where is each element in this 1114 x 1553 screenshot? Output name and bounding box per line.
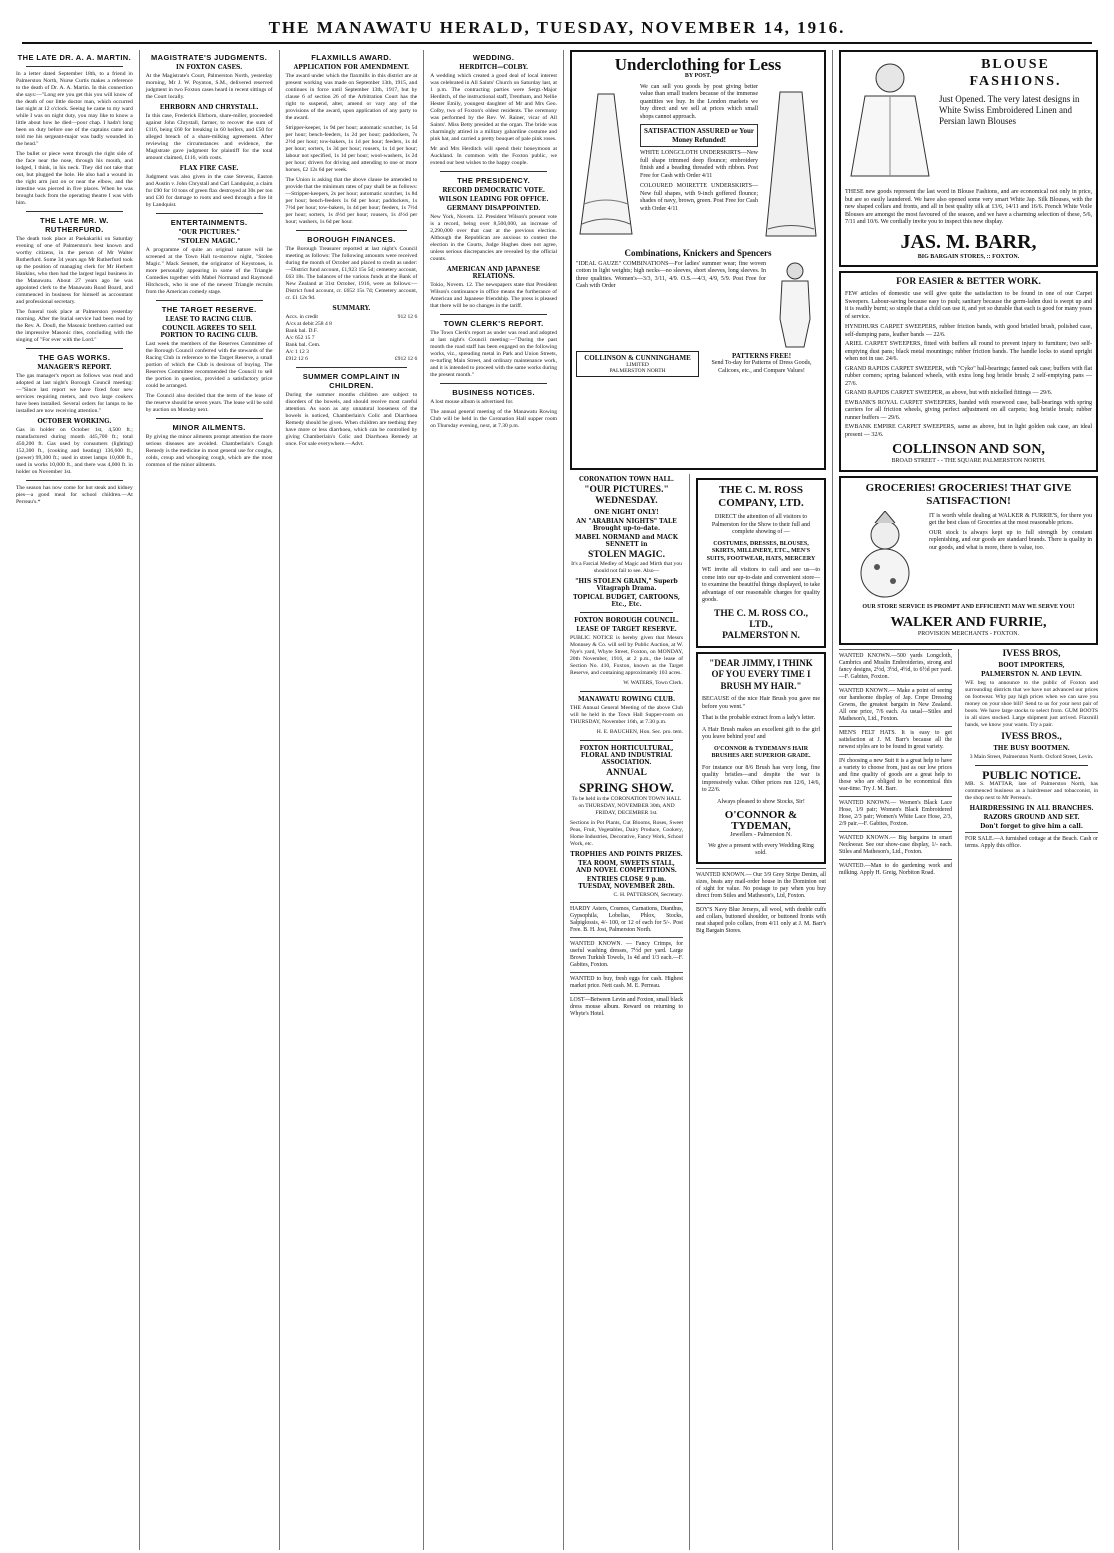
subheading: LEASE TO RACING CLUB. bbox=[165, 316, 253, 323]
headline: THE LATE DR. A. A. MARTIN. bbox=[17, 53, 132, 62]
notice-text: TOPICAL BUDGET, CARTOONS, Etc., Etc. bbox=[573, 594, 680, 608]
article-text: The Union is asking that the above clause be amended to provide that the minimum rates of pay shall be as follows:—Stripper-keepers, 2s per hour; automatic scutcher, 1s 8d per hour; bench-feeders 1s 6d per hour; paddockers, 1s 7½d per hour; tow-bakers, 1s 4d per hour; feeders, 1s 7½d per hour; sorters, 1s 4½d per hour; rousers, 1s 4½d per hour; washers, 1s 6d per hour. bbox=[285, 177, 418, 225]
ad-signature: WALKER AND FURRIE, bbox=[890, 615, 1047, 630]
notice-heading: CORONATION TOWN HALL. bbox=[579, 476, 674, 483]
ad-subtitle: Don't forget to give him a call. bbox=[980, 822, 1083, 830]
ad-title: "OUR PICTURES." bbox=[584, 485, 669, 495]
notice-heading: FOXTON BOROUGH COUNCIL. bbox=[574, 617, 679, 624]
subheading: APPLICATION FOR AMENDMENT. bbox=[293, 64, 410, 71]
headline: WEDDING. bbox=[472, 53, 515, 62]
ad-title: SPRING SHOW. bbox=[579, 780, 674, 795]
ad-title: WEDNESDAY. bbox=[595, 496, 658, 506]
article-text: A wedding which created a good deal of local interest was celebrated in All Saints' Church on Saturday last, at 1 p.m. The contracting parties were Sergt.-Major Herditch, of the instructional staff, Trentham, and Nellie Hester Emily, youngest daughter of Mr and Mrs Geo. Colby, two of Foxton's oldest residents. The ceremony was performed by the Rev. W. Rainer, vicar of All Saints'. Miss Betty presided at the organ. The bride was charmingly attired in a military gabardine costume and pink hat, and carried a pretty bouquet of pale pink roses. bbox=[430, 73, 557, 142]
ad-signature: Jewellers - Palmerston N. bbox=[730, 832, 792, 838]
ad-subtitle: PALMERSTON N. AND LEVIN. bbox=[981, 670, 1082, 678]
divider bbox=[580, 740, 673, 741]
ad-title: BLOUSE bbox=[981, 57, 1050, 72]
ad-text: EWBANK'S ROYAL CARPET SWEEPERS, banded with rosewood case, ball-bearings with spring carriers for all friction wheels, giving perfect adjustment on all carpets; hog bristle brush; rubber runner buffers — 29/6. bbox=[845, 399, 1092, 421]
columns-5-6-lower bbox=[564, 474, 832, 1550]
ad-subtitle: BY POST. bbox=[684, 73, 712, 79]
ad-row bbox=[576, 84, 820, 244]
headline: THE TARGET RESERVE. bbox=[161, 305, 257, 314]
ad-signature: JAS. M. BARR, bbox=[900, 230, 1037, 253]
ad-text: COLOURED MOIRETTE UNDERSKIRTS—New full shapes, with 9-inch goffered flounce; shades of navy, brown, green. Post Free for Cash with Order 4/11 bbox=[640, 183, 758, 212]
ad-subtitle: RAZORS GROUND AND SET. bbox=[983, 813, 1080, 821]
ad-title: IVESS BROS, bbox=[1002, 648, 1061, 659]
article-text: In this case, Frederick Ehrborn, share-miller, proceeded against John Chrystall, farmer, to recover the sum of £116, being £60 for breaking in 60 heifers, and £50 for alleged breach of a share-milking agreement. After reviewing the circumstances and evidence, the Magistrate gave judgment for plaintiff for the total amount claimed, £116, with costs. bbox=[145, 113, 273, 161]
divider bbox=[26, 348, 123, 349]
divider bbox=[156, 418, 263, 419]
ad-text: WE beg to announce to the public of Foxton and surrounding districts that we have not advanced our prices on footwear. Why pay high prices when we can save you money on your shoe bill? Send to us for your next pair of boots. We have large stocks to select from. GUM BOOTS in all sizes stocked. Large shipment just arrived. Flaxmill hands, we know your wants. Try a pair. bbox=[965, 679, 1098, 728]
ad-text: HYNDHURS CARPET SWEEPERS, rubber friction bands, with good bristled brush, polished case, self-dumping pans, leather bands — 22/6. bbox=[845, 324, 1092, 338]
headline: THE LATE MR. W. RUTHERFURD. bbox=[39, 216, 109, 234]
divider bbox=[156, 300, 263, 301]
ad-footer bbox=[576, 351, 820, 377]
classified-ad: WANTED KNOWN. — Fancy Crimps, for useful washing dresses, 7½d per yard. Large Brown Turkish Towels, 1s 4d and 1/3 each.—F. Gabites, Foxton. bbox=[570, 937, 683, 972]
article-text: The funeral took place at Palmerston yesterday morning. After the burial service had been read by the Rev. A. Doull, the Masonic brethren carried out the impressive Masonic rites, concluding with the singing of "For ever with the Lord." bbox=[16, 309, 133, 343]
ad-subtitle: HAIRDRESSING IN ALL BRANCHES. bbox=[969, 804, 1094, 812]
ad-text: WE invite all visitors to call and see us—to come into our up-to-date and convenient store—to examine the beautiful things displayed, to take advantage of our reasonable charges for quality goods. bbox=[702, 567, 820, 603]
subheading: RECORD DEMOCRATIC VOTE. bbox=[442, 187, 545, 194]
ad-text: EWBANK EMPIRE CARPET SWEEPERS, same as above, but in light golden oak case, an ideal present — 32/6. bbox=[845, 424, 1092, 438]
summary-row: Bank bal. D.F. bbox=[285, 328, 318, 334]
classified-ad: HARDY Asters, Cosmos, Carnations, Dianthus, Gypsophila, Lobelias, Phlox, Stocks, Salpiglossis, 4/- 100, or 12 of each for 5/-. Post Free. B. H. Jost, Palmerston North. bbox=[570, 902, 683, 937]
notice-heading: MANAWATU ROWING CLUB. bbox=[577, 696, 676, 703]
article-text: A lost mouse album is advertised for. bbox=[430, 399, 514, 405]
notice-text: AN "ARABIAN NIGHTS" TALE Brought up-to-date. bbox=[576, 518, 677, 532]
divider bbox=[26, 211, 123, 212]
article-text: In a letter dated September 18th, to a friend in Palmerston North, Nurse Curtis makes a reference to the death of Dr. A. A. Martin. In this connection she says:—"Long ere you get this you will know of the death of our little doctor man, which occurred last night at 12 o'clock. Seeing he came to my ward while I was on night duty, you may like to know a little about how he died—poor chap. I hadn't long been on duty before one of the captains came and told me his sergeant-major was badly wounded in the head." bbox=[16, 71, 133, 147]
ad-text: GRAND RAPIDS CARPET SWEEPER, as above, but with nickelled fittings — 29/6. bbox=[845, 390, 1053, 396]
column-7 bbox=[833, 649, 959, 1551]
classified-ad: WANTED KNOWN.— Make a point of seeing our handsome display of Jap. Crepe Dressing Gowns, the greatest bargain in New Zealand. All one price, 7/6 each. As usual—Stiles and Matheson's, Ltd., Foxton. bbox=[839, 684, 952, 726]
ad-text: ARIEL CARPET SWEEPERS, fitted with buffers all round to prevent injury to furniture; two self-emptying dust pans; black metal mountings; rubber friction bands. The handle locks to stand upright when not in use. 24/6. bbox=[845, 341, 1092, 362]
headline: MINOR AILMENTS. bbox=[172, 423, 246, 432]
columns bbox=[10, 50, 1104, 1550]
article-text: Judgment was also given in the case Stevens, Easton and Austin v. John Chrystall and Carl Landquist, a claim for £90 for 10 tons of green flax destroyed at 30s per ton and £30 for damage to roots and seed through a fire lit by Landquist. bbox=[145, 174, 273, 208]
ad-title: ANNUAL bbox=[606, 768, 647, 778]
column-3 bbox=[280, 50, 425, 1550]
article-text: The gas manager's report as follows was read and adopted at last night's Borough Council meeting:—"Since last report we have fixed four new services requiring meters, and two large cookers have been installed. Several orders for lamps to be installed are now receiving attention." bbox=[16, 373, 133, 414]
patterns-free: PATTERNS FREE! Send To-day for Patterns of Dress Goods, Calicoes, etc., and Compare Values! bbox=[711, 352, 812, 374]
subheading: HERDITCH—COLBY. bbox=[459, 64, 529, 71]
ad-signature: PALMERSTON N. bbox=[722, 630, 800, 641]
notice-signature: C. H. PATTERSON, Secretary. bbox=[613, 892, 683, 898]
article-text: At the Magistrate's Court, Palmerston North, yesterday morning, Mr J. W. Poynton, S.M., delivered reserved judgment in two Foxton cases heard in recent sittings of the Court locally. bbox=[145, 73, 273, 100]
headline: ENTERTAINMENTS. bbox=[170, 218, 248, 227]
ad-signature: COLLINSON AND SON, bbox=[892, 442, 1045, 457]
ad-text: "IDEAL GAUZE" COMBINATIONS—For ladies' summer wear; fine woven cotton in light weights; high necks—no sleeves, short sleeves, long sleeves. In three qualities. Women's—3/3, 3/11, 4/9. O.S.—4/3, 4/9, 5/9. Post Free for Cash with Order bbox=[576, 260, 766, 289]
ad-title: IVESS BROS., bbox=[1001, 731, 1062, 742]
notice-text: TEA ROOM, SWEETS STALL, AND NOVEL COMPETITIONS. bbox=[576, 860, 677, 874]
ad-title: Underclothing for Less bbox=[614, 55, 782, 74]
headline: FLAXMILLS AWARD. bbox=[311, 53, 392, 62]
divider bbox=[580, 612, 673, 613]
classified-ad: WANTED KNOWN.— Our 3/9 Grey Stripe Denim, all sizes, beats any mail-order house in the Dominion out of sight for value. No postage to pay when you buy direct from Stiles and Matheson's, Ltd, Foxton. bbox=[696, 868, 826, 903]
subheading: SUMMARY. bbox=[332, 305, 371, 312]
ad-text: WHITE LONGCLOTH UNDERSKIRTS—New full shape trimmed deep flounce; embroidery finish and a beading threaded with ribbon. Post Free for Cash with Order 4/11 bbox=[640, 150, 758, 179]
ad-text: THESE new goods represent the last word in Blouse Fashions, and are economical not only in price, but are so easily laundered. We have also opened some very smart White Jap. Silk Blouses, with the new shaped collars and fronts, and all in best quality silk at 13/6, 14/11 and 16/6. French White Voile Blouses are amongst the most favoured of the season, and we have a charming selection of these, 5/6, 7/11 and 10/6. We cordially invite you to inspect this new display. bbox=[845, 189, 1092, 225]
summary-row: A/cs at debit 258 4 8 bbox=[285, 321, 332, 327]
summary-table bbox=[286, 314, 418, 363]
divider bbox=[296, 367, 408, 368]
blouse-illustration bbox=[845, 56, 935, 186]
divider bbox=[26, 66, 123, 67]
classified-ad: IN choosing a new Suit it is a great help to have a variety to choose from, just as our low prices and fine quality of goods are a great help to those who are obliged to be economical this war-time. Try J. M. Barr. bbox=[839, 754, 952, 796]
ad-subtitle: BOOT IMPORTERS, bbox=[998, 661, 1065, 669]
notice-text: It's a Farcial Medley of Magic and Mirth that you should not fail to see. Also— bbox=[571, 561, 682, 574]
summary-row: £912 12 6 £912 12 6 bbox=[285, 356, 418, 362]
article-text: During the summer months children are subject to disorders of the bowels, and should receive most careful attention. As soon as any unnatural looseness of the bowels is noticed, Chamberlain's Colic and Diarrhoea Remedy should be given. When children are teething they have more or less diarrhoea, which can be controlled by giving Chamberlain's Colic and Diarrhoea Remedy at once. For sale everywhere.—Advt. bbox=[285, 392, 418, 447]
classified-ad: BOY'S Navy Blue Jerseys, all wool, with double cuffs and collars, buttoned shoulder, or buttoned fronts with neat shaped polo collars, from 4/11 only at J. M. Barr's Big Bargain Stores. bbox=[696, 903, 826, 938]
notice-text: ENTRIES CLOSE 9 p.m. TUESDAY, NOVEMBER 28th. bbox=[578, 876, 675, 890]
classified-ad: WANTED KNOWN.— Big bargains in smart Neckwear. See our show-case display, 1/- each. Stiles and Matheson's, Ltd., Foxton. bbox=[839, 831, 952, 859]
divider bbox=[440, 171, 547, 172]
subheading: OCTOBER WORKING. bbox=[37, 418, 112, 425]
blouse-ad bbox=[839, 50, 1098, 267]
ad-text: BECAUSE of the nice Hair Brush you gave me before you went." bbox=[702, 696, 820, 710]
ad-copy bbox=[929, 511, 1092, 601]
subheading: AMERICAN AND JAPANESE RELATIONS. bbox=[446, 266, 541, 280]
article-text: The annual general meeting of the Manawatu Rowing Club will be held in the Coronation Hall supper room on Thursday evening, next, at 7.30 p.m. bbox=[430, 409, 557, 429]
ad-text: FEW articles of domestic use will give quite the satisfaction to be found in one of our Carpet Sweepers. Labour-saving because easy to push; sanitary because the germ-laden dust is swept up and it is readily burnt; so simple that a child can use it, and yet so durable that each is good for many years of service. bbox=[845, 291, 1092, 320]
divider bbox=[975, 765, 1088, 766]
column-6 bbox=[690, 474, 832, 1550]
article-text: Last week the members of the Reserves Committee of the Borough Council conferred with the stewards of the Racing Club in reference to the Target Reserve, a small portion of which the Club is desirous of buying. The Reserves Committee recommended the Council to sell the portion in question, provided a satisfactory price could be arranged. bbox=[145, 341, 273, 389]
ad-row bbox=[845, 511, 1092, 601]
columns-5-6 bbox=[564, 50, 833, 1550]
ad-text: We give a present with every Wedding Ring sold. bbox=[708, 842, 814, 856]
notice-text: Sections in Pot Plants, Cut Blooms, Roses, Sweet Peas, Fruit, Vegetables, Dairy Produce, Cookery, Home Industries, Decorative, Fancy Work, School Work, etc. bbox=[570, 820, 683, 847]
classified-ad: WANTED KNOWN.— Women's Black Lace Hose, 1/9 pair; Women's Black Embroidered Hose, 2/3 pair; Women's White Lace Hose, 2/3, 2/9 pair.—F. Gabites, Foxton. bbox=[839, 796, 952, 831]
notice-text: PUBLIC NOTICE is hereby given that Messrs Monnsey & Co. will sell by Public Auction, at W. Nye's yard, Whyte Street, Foxton, on MONDAY, 20th November, 1916, at 2 p.m., the lease of Section No. 410, Foxton, known as the Target Reserve, and containing approximately 103 acres. bbox=[570, 635, 683, 676]
hair-brush-ad bbox=[696, 652, 826, 864]
combination-illustration bbox=[770, 259, 820, 349]
divider bbox=[26, 480, 123, 481]
ad-signature: THE C. M. ROSS CO., LTD., bbox=[714, 608, 808, 630]
ad-row bbox=[576, 259, 820, 349]
classified-ad: MEN'S FELT HATS. It is easy to get satisfaction at J. M. Barr's because all the newest styles are to be found in great variety. bbox=[839, 726, 952, 754]
notice-signature: H. E. BAUCHEN, Hon. Sec. pro. tem. bbox=[596, 729, 683, 735]
headline: THE PRESIDENCY. bbox=[457, 176, 531, 185]
article-text: Gas in holder on October 1st, 4,500 ft.; manufactured during month 445,700 ft.; total 450,200 ft. Gas used by consumers (lighting) 152,300 ft., (cooking and heating) 136,600 ft., (power) 99,300 ft.; used in street lamps 10,000 ft., used in works 10,000 ft., and there was 4,000 ft. in holder on November 1st. bbox=[16, 427, 133, 475]
headline: SUMMER COMPLAINT IN CHILDREN. bbox=[302, 372, 400, 390]
clown-illustration bbox=[845, 511, 925, 601]
article-text: The Town Clerk's report as under was read and adopted at last night's Council meeting:—"During the past month the road staff has been engaged on the following works, viz., spreading metal in Park and Union Streets, re-turfing Main Street, and ordinary maintenance work, and it is intended to proceed with the same works during the present month." bbox=[430, 330, 558, 378]
summary-row: A/c 652 15 7 bbox=[285, 335, 315, 341]
column-2 bbox=[140, 50, 280, 1550]
subheading: GERMANY DISAPPOINTED. bbox=[446, 205, 541, 212]
classified-ad: WANTED KNOWN.—500 yards Longcloth, Cambrics and Muslin Embroideries, strong and fancy designs, 2½d, 3½d, 4½d, to 6½d per yard.—F. Gabites, Foxton. bbox=[839, 649, 952, 684]
notice-text: ONE NIGHT ONLY! bbox=[594, 509, 659, 516]
article-text: New York, Novem. 12. President Wilson's present vote is a record, being over 8,500,000, an increase of 2,290,000 over that cast at the previous election. Although the Republican are anxious to contest the election in the Courts, Judge Hughes does not agree, unless serious discrepancies are revealed by the official counts. bbox=[430, 214, 557, 262]
subheading: WILSON LEADING FOR OFFICE. bbox=[438, 196, 549, 203]
ross-ad bbox=[696, 478, 826, 648]
ad-guarantee: SATISFACTION ASSURED or Your Money Refunded! bbox=[640, 124, 758, 147]
subheading: "STOLEN MAGIC." bbox=[177, 238, 241, 245]
ad-text: IT is worth while dealing at WALKER & FURRIE'S, for there you get the best class of Groceries at the most reasonable prices. bbox=[929, 512, 1092, 526]
divider bbox=[440, 383, 547, 384]
notice-text: MABEL NORMAND and MACK SENNETT in bbox=[575, 534, 678, 548]
ad-copy bbox=[640, 84, 758, 244]
article-text: The season has now come for hot steak and kidney pies—a good meal for school children.—At Perreau's.* bbox=[16, 485, 133, 505]
ad-text: A Hair Brush makes an excellent gift to the girl you leave behind you! and bbox=[702, 726, 820, 740]
classified-ad: LOST—Between Levin and Foxton, small black dress mouse album. Reward on returning to Whyte's Hotel. bbox=[570, 993, 683, 1021]
ad-title: FASHIONS. bbox=[969, 74, 1062, 89]
subheading: FLAX FIRE CASE. bbox=[179, 165, 239, 172]
subheading: COUNCIL AGREES TO SELL PORTION TO RACING CLUB. bbox=[160, 325, 258, 339]
notice-heading: FOXTON HORTICULTURAL, FLORAL AND INDUSTRIAL ASSOCIATION. bbox=[579, 745, 674, 766]
ad-title: STOLEN MAGIC. bbox=[588, 550, 665, 560]
column-8 bbox=[959, 649, 1104, 1551]
slip-illustration bbox=[762, 84, 820, 244]
ad-text: COSTUMES, DRESSES, BLOUSES, SKIRTS, MILLINERY, ETC., MEN'S SUITS, FOOTWEAR, HATS, MERCERY bbox=[706, 540, 816, 562]
ad-row bbox=[845, 56, 1092, 186]
ad-text: For instance our 8/6 Brush has very long, fine quality bristles—and despite the war is impressively value. Other prices run 12/6, 14/6, to 22/6. bbox=[702, 764, 820, 793]
ad-text: OUR stock is always kept up to full strength by constant replenishing, and our goods are standard brands. There is quality in our goods, and what is more, there is value, too. bbox=[929, 529, 1092, 551]
column-1 bbox=[10, 50, 140, 1550]
article-text: The Council also decided that the term of the lease of the reserve should be seven years. The lease will be sold by auction on Monday next. bbox=[145, 393, 273, 413]
headline: THE GAS WORKS. bbox=[38, 353, 111, 362]
ad-signature: O'CONNOR & TYDEMAN, bbox=[724, 809, 798, 832]
notice-signature: W. WATERS, Town Clerk. bbox=[623, 680, 683, 686]
subheading: IN FOXTON CASES. bbox=[176, 64, 243, 71]
ad-text: Just Opened. The very latest designs in White Swiss Embroidered Linen and Persian lawn Blouses bbox=[939, 94, 1080, 126]
subheading: MANAGER'S REPORT. bbox=[37, 364, 112, 371]
underclothing-ad bbox=[570, 50, 826, 470]
headline: MAGISTRATE'S JUDGMENTS. bbox=[151, 53, 268, 62]
article-text: Tokio, Novem. 12. The newspapers state that President Wilson's continuance in office means the furtherance of American and Japanese friendship. The press is pleased that there will be no changes in the tariff. bbox=[430, 282, 557, 309]
ad-heading: Combinations, Knickers and Spencers bbox=[624, 247, 772, 258]
subheading: "OUR PICTURES." bbox=[178, 229, 240, 236]
ad-title: PUBLIC NOTICE. bbox=[982, 767, 1081, 782]
masthead: THE MANAWATU HERALD, TUESDAY, NOVEMBER 14, 1916. bbox=[22, 18, 1092, 44]
column-4 bbox=[424, 50, 564, 1550]
column-5 bbox=[564, 474, 690, 1550]
headline: TOWN CLERK'S REPORT. bbox=[443, 319, 544, 328]
article-text: The bullet or piece went through the right side of the face near the nose, through his mouth, and lodged, I think, in his neck. They did not take that out, but plugged the hole. He also had a wound in the right arm just on or near the elbow, and the intestine was pierced in five places. When he was brought back from the operating theatre I was with him. bbox=[16, 151, 133, 206]
article-text: Mr and Mrs Herditch will spend their honeymoon at Auckland. In common with the Foxton public, we extend our best wishes to the happy couple. bbox=[430, 146, 557, 166]
subheading: EHRBORN AND CHRYSTALL. bbox=[159, 104, 259, 111]
ad-title: "DEAR JIMMY, I THINK OF YOU EVERY TIME I BRUSH MY HAIR." bbox=[709, 657, 813, 691]
divider bbox=[296, 230, 408, 231]
article-text: The death took place at Paekakariki on Saturday evening of one of Palmerston's best known and worthy citizens, in the person of Mr Walter Rutherfurd. Some 34 years ago Mr Rutherfurd took up the position of managing clerk for Mr Herbert Hankins, who then had the largest legal business in the Manawatu. About 27 years ago he was appointed clerk to the Manawatu Road Board, and commenced in business for himself as accountant and professional secretary. bbox=[16, 236, 133, 305]
ad-text: We can sell you goods by post giving better value than small traders because of the immense quantities we buy. In the London markets we buy direct and we sell at prices which small shops cannot approach. bbox=[640, 83, 758, 120]
article-text: The Borough Treasurer reported at last night's Council meeting as follows: The following amounts were received during the month of October and placed to credit as under:—District fund account, £1,923 15s 5d; cemetery account, £63 18s. The balances of the various funds at the Bank of New Zealand at 31st October, 1916, were as follows:—District fund account, cr. £652 15s 7d; Cemetery account, cr. £1 12s 9d. bbox=[285, 246, 418, 301]
notice-text: TROPHIES AND POINTS PRIZES. bbox=[570, 851, 683, 858]
ad-copy bbox=[939, 56, 1092, 186]
ad-title: THE C. M. ROSS COMPANY, LTD. bbox=[718, 484, 804, 509]
ad-title: FOR EASIER & BETTER WORK. bbox=[896, 277, 1041, 287]
ad-subtitle: THE BUSY BOOTMEN. bbox=[993, 744, 1070, 752]
headline: BOROUGH FINANCES. bbox=[307, 235, 396, 244]
ad-text: DIRECT the attention of all visitors to Palmerston for the Show to their full and complete showing of — bbox=[711, 514, 811, 535]
classified-ad: FOR SALE.—A furnished cottage at the Beach. Cash or terms. Apply this office. bbox=[965, 832, 1098, 853]
ad-title: GROCERIES! GROCERIES! THAT GIVE SATISFACTION! bbox=[865, 481, 1072, 507]
summary-row: Bank bal. Cem. bbox=[285, 342, 321, 348]
divider bbox=[156, 213, 263, 214]
columns-7-8 bbox=[833, 50, 1104, 1550]
ad-text: O'CONNOR & TYDEMAN'S HAIR BRUSHES ARE SUPERIOR GRADE. bbox=[711, 745, 811, 759]
notice-text: "HIS STOLEN GRAIN," Superb Vitagraph Drama. bbox=[575, 578, 678, 592]
petticoat-illustration bbox=[576, 84, 636, 244]
ad-text: 3 Main Street, Palmerston North. Oxford Street, Levin. bbox=[969, 753, 1094, 760]
divider bbox=[440, 314, 547, 315]
summary-row: A/c 1 12 3 bbox=[285, 349, 309, 355]
columns-7-8-lower bbox=[833, 649, 1104, 1551]
ad-signature: BROAD STREET - - THE SQUARE PALMERSTON NORTH. bbox=[891, 458, 1046, 464]
ad-signature: PROVISION MERCHANTS - FOXTON. bbox=[917, 631, 1020, 637]
notice-heading: LEASE OF TARGET RESERVE. bbox=[576, 626, 677, 633]
article-text: A programme of quite an original nature will be screened at the Town Hall to-morrow night, "Stolen Magic." Mack Sennett, the originator of Keystones, is more personally appearing in some of the Triangle Comedies together with Mabel Normand and Raymond Hitchcock, who is one of the newest Triangle recruits from the American comedy stage. bbox=[145, 247, 273, 295]
ad-text: GRAND RAPIDS CARPET SWEEPER, with "Cyko" ball-bearings; fanned oak case; buffers with flat rubber corners; spring balanced wheels, with extra long hog bristle brush; 2 self-emptying pans — 27/6. bbox=[845, 365, 1092, 387]
notice-text: THE Annual General Meeting of the above Club will be held in the Town Hall Supper-room on THURSDAY, November 16th, at 7.30 p.m. bbox=[570, 705, 683, 725]
ad-text: That is the probable extract from a lady's letter. bbox=[702, 715, 816, 721]
ad-text: Always pleased to show Stocks, Sir! bbox=[717, 798, 805, 805]
divider bbox=[580, 691, 673, 692]
article-text: Stripper-keeper, 1s 9d per hour; automatic scutcher, 1s 5d per hour; bench-feeders, 1s 2d per hour; paddockers, 7s 2½d per hour; tow-bakers, 1s 1d per hour; feeders, 1s 4d per hour; sorters, 1s 3d per hour; rousers, 1s 1d per hour; labour not specified, 1s 1d per hour; wool-washers, 1s 2d per hour; drivers for driving and attending to one or more horses, £2 12s 6d per week. bbox=[285, 125, 418, 173]
headline: BUSINESS NOTICES. bbox=[452, 388, 535, 397]
ad-text: OUR STORE SERVICE IS PROMPT AND EFFICIENT! MAY WE SERVE YOU! bbox=[862, 603, 1075, 610]
summary-row: Accs. in credit 912 12 6 bbox=[285, 314, 418, 320]
company-logo: COLLINSON & CUNNINGHAME LIMITED PALMERSTON NORTH bbox=[576, 351, 699, 377]
ad-signature: BIG BARGAIN STORES, :: FOXTON. bbox=[917, 253, 1020, 260]
ad-text: MR. S. MATTAR, late of Palmerston North, has commenced business as a hairdresser and tobacconist, in the shop next to Mr Perreau's. bbox=[965, 780, 1098, 801]
article-text: By giving the minor ailments prompt attention the more serious diseases are avoided. Chamberlain's Cough Remedy is the medicine in most general use for coughs, colds, croup and whooping cough, which are the most common of the minor ailments. bbox=[145, 434, 273, 468]
carpet-sweeper-ad bbox=[839, 271, 1098, 472]
groceries-ad bbox=[839, 476, 1098, 645]
article-text: The award under which the flaxmills in this district are at present working was made on September 13th, 1915, and continues in force until September 13th, 1917, but by clause 6 of section 26 of the Arbitration Court has the right to suspend, alter, amend or vary any of the provisions of the award, upon application of any party to the award. bbox=[285, 73, 418, 121]
classified-ad: WANTED.—Man to do gardening work and milking. Apply H. Greig, Norbiton Road. bbox=[839, 859, 952, 880]
classified-ad: WANTED to buy, fresh eggs for cash. Highest market price. Nett cash. M. E. Perreau. bbox=[570, 972, 683, 993]
notice-text: To be held in the CORONATION TOWN HALL on THURSDAY, NOVEMBER 30th, AND FRIDAY, DECEMBER 1st. bbox=[571, 796, 682, 816]
